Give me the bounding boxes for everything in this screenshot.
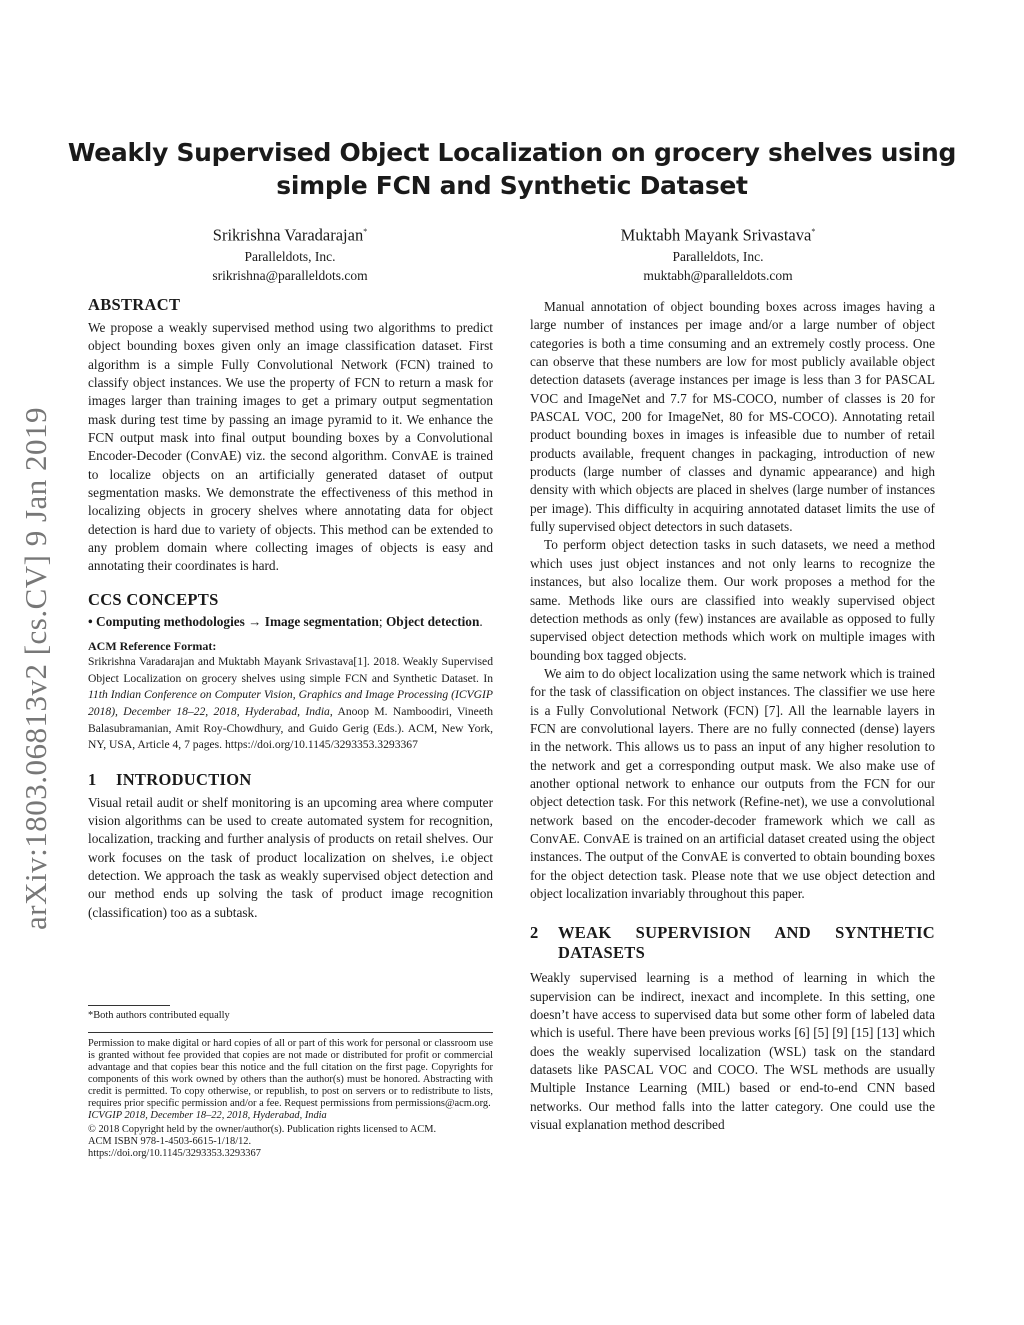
doi-link[interactable]: https://doi.org/10.1145/3293353.3293367	[88, 1148, 261, 1160]
author-email[interactable]: srikrishna@paralleldots.com	[212, 267, 368, 283]
permission-venue: ICVGIP 2018, December 18–22, 2018, Hyderabad, India	[88, 1110, 327, 1122]
author-email[interactable]: muktabh@paralleldots.com	[643, 267, 793, 283]
acm-ref-part: , Anoop M. Namboodiri, Vineeth Balasubramanian, Amit Roy-Chowdhury, and Guido Gerig (Eds.). ACM, New York, NY, USA, Article 4, 7 pages. https://doi.org/10.1145/3293353.3293367	[88, 704, 493, 752]
section-number: 1	[88, 769, 97, 789]
abstract-heading: ABSTRACT	[88, 295, 181, 314]
author-name: Muktabh Mayank Srivastava	[620, 225, 812, 245]
author-affiliation: Paralleldots, Inc.	[672, 248, 764, 264]
author-mark: *	[363, 227, 368, 236]
paragraph: We aim to do object localization using the same network which is trained for the task of classification on object instances. The classifier we use here is a Fully Convolutional Network (FCN) [7]. All the learnable layers in FCN are convolutional layers. There are no fully connected (dense) layers in the network. This allows us to pass an input of any higher resolution to the network and get a corresponding output mask. We also make use of another optional network to enhance our outputs from the FCN for our object detection task. For this network (Refine-net), we use a convolutional network based on the encoder-decoder framework which we call as ConvAE. ConvAE is trained on an artificial dataset created using the object instances. The output of the ConvAE is converted to obtain bounding boxes for the object detection task. Please note that we use object detection and object localization invariably throughout this paper.	[530, 665, 935, 901]
isbn: ACM ISBN 978-1-4503-6615-1/18/12.	[88, 1136, 252, 1148]
paragraph: To perform object detection tasks in such datasets, we need a method which uses just object instances and not only learns to recognize the instances, but also localize them. Our work proposes a method for the same. Methods like ours are classified into weakly supervised object detection methods as only (few) instances are available as opposed to fully supervised object detection methods which work on multiple images with bounding box tagged objects.	[530, 537, 935, 663]
section-2-heading	[530, 923, 935, 963]
author-1	[140, 221, 440, 285]
ccs-item: • Computing methodologies → Image segmentation	[88, 613, 379, 629]
section-1-heading	[88, 770, 493, 790]
footnote-rule	[88, 1005, 170, 1006]
permission-block	[88, 1038, 493, 1160]
paper-title: Weakly Supervised Object Localization on grocery shelves using simple FCN and Synthetic Dataset	[67, 138, 957, 200]
section-number: 2	[530, 923, 539, 943]
copyright: © 2018 Copyright held by the owner/author(s). Publication rights licensed to ACM.	[88, 1124, 437, 1136]
right-column	[530, 298, 935, 1134]
ccs-item: Object detection	[385, 613, 480, 629]
author-name: Srikrishna Varadarajan	[212, 225, 364, 245]
intro-text: Visual retail audit or shelf monitoring is an upcoming area where computer vision algorithms can be used to create automated system for recognition, localization, tracking and further analysis of products on retail shelves. Our work focuses on the task of product localization on shelves, i.e object detection. We approach the task as weakly supervised object detection and our method ends up solving the task of product image recognition (classification) too as a subtask.	[88, 794, 493, 920]
paragraph: Weakly supervised learning is a method of learning in which the supervision can be indirect, inexact and incomplete. In this setting, one doesn’t have access to supervised data but some other form of labeled data which is useful. There have been previous works [6] [5] [9] [15] [13] which does the weakly supervised localization (WSL) task on the standard datasets like PASCAL VOC and COCO. The WSL methods are usually Multiple Instance Learning (MIL) based or end-to-end CNN based networks. Our method falls into the latter category. One could use the visual explanation method described	[530, 970, 935, 1133]
acm-ref-heading: ACM Reference Format:	[88, 639, 217, 654]
arxiv-stamp: arXiv:1803.06813v2 [cs.CV] 9 Jan 2019	[18, 406, 53, 930]
permission-rule	[88, 1032, 493, 1033]
ccs-sep: ;	[378, 613, 386, 629]
acm-ref-part: Srikrishna Varadarajan and Muktabh Mayank Srivastava[1]. 2018. Weakly Supervised Object Localization on grocery shelves using simple FCN and Synthetic Dataset. In	[88, 655, 493, 685]
left-column	[88, 295, 493, 922]
author-2	[568, 221, 868, 285]
ccs-heading: CCS CONCEPTS	[88, 589, 219, 609]
acm-ref-venue: 11th Indian Conference on Computer Vision, Graphics and Image Processing (ICVGIP 2018), December 18–22, 2018, Hyderabad, India	[88, 688, 493, 718]
section-title: INTRODUCTION	[116, 769, 252, 789]
ccs-end: .	[479, 613, 483, 629]
ccs-concepts	[88, 613, 493, 631]
author-affiliation: Paralleldots, Inc.	[244, 248, 336, 264]
author-mark: *	[811, 227, 816, 236]
paragraph: Manual annotation of object bounding boxes across images having a large number of instances per image and/or a large number of object categories is both a time consuming and an extremely costly process. One can observe that these numbers are low for most publicly available object detection datasets (average instances per image is less than 3 for PASCAL VOC and ImageNet and 7.7 for MS-COCO, number of classes is 20 for PASCAL VOC, 200 for ImageNet, 80 for MS-COCO). Annotating retail product bounding boxes in images is infeasible due to number of retail products available, frequent changes in packaging, introduction of new products (large number of classes and dynamic appearance) and high density with which objects are placed in shelves (large number of instances per image). This difficulty in acquiring annotated dataset limits the use of fully supervised object detectors in such datasets.	[530, 299, 935, 535]
acm-ref-text	[88, 654, 493, 754]
footnote: *Both authors contributed equally	[88, 1010, 230, 1021]
abstract-text: We propose a weakly supervised method using two algorithms to predict object bounding boxes given only an image classification dataset. First algorithm is a simple Fully Convolutional Network (FCN) trained to classify object instances. We use the property of FCN to return a mask for images larger than training images to get a primary output segmentation mask during test time by passing an image pyramid to it. We enhance the FCN output mask into final output bounding boxes by a Convolutional Encoder-Decoder (ConvAE) viz. the second algorithm. ConvAE is trained to localize objects on an artificially generated dataset of output segmentation masks. We demonstrate the effectiveness of this method in localizing objects in grocery shelves where annotating data for object detection is hard due to variety of objects. This method can be extended to any problem domain where collecting images of objects is easy and annotating their coordinates is hard.	[88, 320, 493, 574]
permission-text: Permission to make digital or hard copies of all or part of this work for personal or classroom use is granted without fee provided that copies are not made or distributed for profit or commercial advantage and that copies bear this notice and the full citation on the first page. Copyrights for components of this work owned by others than the author(s) must be honored. Abstracting with credit is permitted. To copy otherwise, or republish, to post on servers or to redistribute to lists, requires prior specific permission and/or a fee. Request permissions from permissions@acm.org.	[88, 1038, 493, 1109]
section-title: WEAK SUPERVISION AND SYNTHETIC DATASETS	[558, 923, 935, 963]
